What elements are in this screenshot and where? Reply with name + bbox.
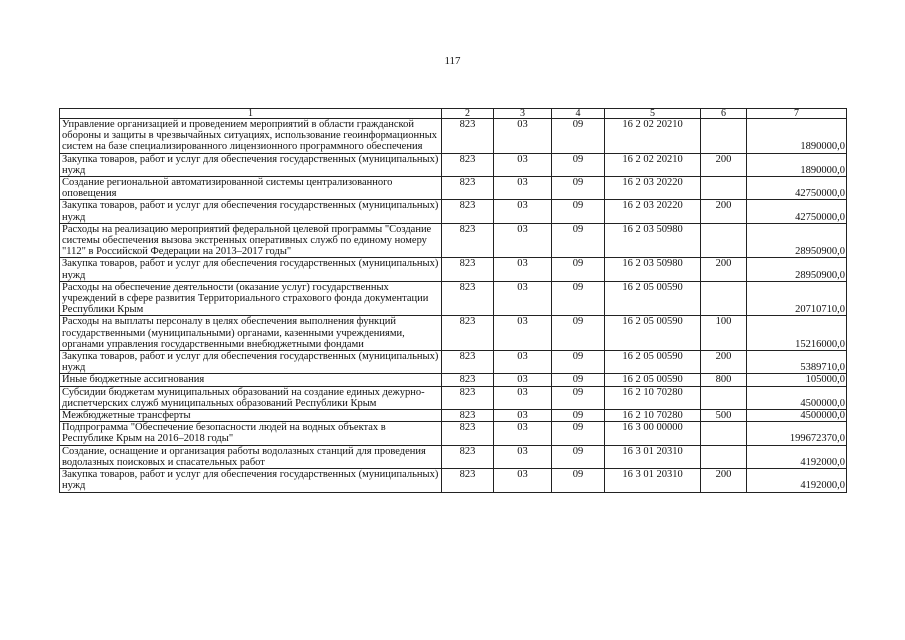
- expense-type-code-cell: [701, 422, 747, 445]
- table-row: [60, 223, 847, 258]
- expense-type-code-cell: 100: [701, 316, 747, 351]
- expense-type-code-cell: [701, 386, 747, 409]
- table-row: [60, 386, 847, 409]
- target-article-code-cell: 16 2 02 20210: [605, 119, 701, 154]
- table-row: [60, 316, 847, 351]
- section-code-cell: 03: [494, 316, 552, 351]
- item-name-cell: Иные бюджетные ассигнования: [60, 374, 442, 386]
- subsection-code-cell: 09: [552, 351, 605, 374]
- table-row: [60, 153, 847, 176]
- section-code-cell: 03: [494, 351, 552, 374]
- ministry-code-cell: 823: [442, 281, 494, 316]
- table-row: [60, 374, 847, 386]
- section-code-cell: 03: [494, 258, 552, 281]
- expense-type-code-cell: 200: [701, 200, 747, 223]
- amount-cell: 42750000,0: [747, 177, 847, 200]
- header-cell: 3: [494, 109, 552, 119]
- header-cell: 2: [442, 109, 494, 119]
- expense-type-code-cell: [701, 119, 747, 154]
- subsection-code-cell: 09: [552, 223, 605, 258]
- item-name-cell: Закупка товаров, работ и услуг для обеспечения государственных (муниципальных) нужд: [60, 258, 442, 281]
- item-name-cell: Закупка товаров, работ и услуг для обеспечения государственных (муниципальных) нужд: [60, 469, 442, 492]
- expense-type-code-cell: 800: [701, 374, 747, 386]
- amount-cell: 4192000,0: [747, 469, 847, 492]
- item-name-cell: Субсидии бюджетам муниципальных образований на создание единых дежурно-диспетчерских служб муниципальных образований Республики Крым: [60, 386, 442, 409]
- expense-type-code-cell: [701, 177, 747, 200]
- amount-cell: 4500000,0: [747, 386, 847, 409]
- table-row: [60, 351, 847, 374]
- amount-cell: 4192000,0: [747, 445, 847, 468]
- target-article-code-cell: 16 2 02 20210: [605, 153, 701, 176]
- target-article-code-cell: 16 2 10 70280: [605, 410, 701, 422]
- subsection-code-cell: 09: [552, 469, 605, 492]
- section-code-cell: 03: [494, 223, 552, 258]
- target-article-code-cell: 16 3 00 00000: [605, 422, 701, 445]
- item-name-cell: Управление организацией и проведением мероприятий в области гражданской обороны и защиты в чрезвычайных ситуациях, использование геоинформационных систем на базе специализированного лицензионного программного обеспечения: [60, 119, 442, 154]
- subsection-code-cell: 09: [552, 410, 605, 422]
- subsection-code-cell: 09: [552, 153, 605, 176]
- amount-cell: 15216000,0: [747, 316, 847, 351]
- table-row: [60, 200, 847, 223]
- subsection-code-cell: 09: [552, 177, 605, 200]
- target-article-code-cell: 16 2 05 00590: [605, 281, 701, 316]
- expense-type-code-cell: [701, 281, 747, 316]
- target-article-code-cell: 16 2 05 00590: [605, 316, 701, 351]
- ministry-code-cell: 823: [442, 119, 494, 154]
- section-code-cell: 03: [494, 281, 552, 316]
- header-cell: 7: [747, 109, 847, 119]
- target-article-code-cell: 16 2 03 20220: [605, 200, 701, 223]
- subsection-code-cell: 09: [552, 316, 605, 351]
- item-name-cell: Межбюджетные трансферты: [60, 410, 442, 422]
- target-article-code-cell: 16 2 05 00590: [605, 374, 701, 386]
- table-row: [60, 445, 847, 468]
- header-cell: 4: [552, 109, 605, 119]
- header-row: [60, 109, 847, 119]
- item-name-cell: Закупка товаров, работ и услуг для обеспечения государственных (муниципальных) нужд: [60, 200, 442, 223]
- section-code-cell: 03: [494, 177, 552, 200]
- ministry-code-cell: 823: [442, 374, 494, 386]
- expense-type-code-cell: 200: [701, 351, 747, 374]
- expense-type-code-cell: [701, 223, 747, 258]
- expense-type-code-cell: [701, 445, 747, 468]
- subsection-code-cell: 09: [552, 374, 605, 386]
- ministry-code-cell: 823: [442, 258, 494, 281]
- item-name-cell: Подпрограмма "Обеспечение безопасности людей на водных объектах в Республике Крым на 2016–2018 годы": [60, 422, 442, 445]
- header-cell: 1: [60, 109, 442, 119]
- header-cell: 5: [605, 109, 701, 119]
- item-name-cell: Расходы на реализацию мероприятий федеральной целевой программы "Создание системы обеспечения вызова экстренных оперативных служб по единому номеру "112" в Российской Федерации на 2013–2017 годы": [60, 223, 442, 258]
- target-article-code-cell: 16 2 03 50980: [605, 223, 701, 258]
- subsection-code-cell: 09: [552, 119, 605, 154]
- amount-cell: 4500000,0: [747, 410, 847, 422]
- amount-cell: 5389710,0: [747, 351, 847, 374]
- expense-type-code-cell: 200: [701, 469, 747, 492]
- subsection-code-cell: 09: [552, 258, 605, 281]
- target-article-code-cell: 16 2 10 70280: [605, 386, 701, 409]
- ministry-code-cell: 823: [442, 153, 494, 176]
- table-row: [60, 422, 847, 445]
- item-name-cell: Создание, оснащение и организация работы водолазных станций для проведения водолазных поисковых и спасательных работ: [60, 445, 442, 468]
- ministry-code-cell: 823: [442, 386, 494, 409]
- section-code-cell: 03: [494, 422, 552, 445]
- subsection-code-cell: 09: [552, 422, 605, 445]
- item-name-cell: Закупка товаров, работ и услуг для обеспечения государственных (муниципальных) нужд: [60, 351, 442, 374]
- section-code-cell: 03: [494, 119, 552, 154]
- table-row: [60, 119, 847, 154]
- amount-cell: 1890000,0: [747, 153, 847, 176]
- target-article-code-cell: 16 2 03 50980: [605, 258, 701, 281]
- table-row: [60, 281, 847, 316]
- item-name-cell: Расходы на выплаты персоналу в целях обеспечения выполнения функций государственными (муниципальными) органами, казенными учреждениями, органами управления государственными внебюджетными фондами: [60, 316, 442, 351]
- section-code-cell: 03: [494, 445, 552, 468]
- ministry-code-cell: 823: [442, 177, 494, 200]
- table-row: [60, 469, 847, 492]
- subsection-code-cell: 09: [552, 386, 605, 409]
- amount-cell: 1890000,0: [747, 119, 847, 154]
- target-article-code-cell: 16 3 01 20310: [605, 469, 701, 492]
- section-code-cell: 03: [494, 386, 552, 409]
- item-name-cell: Закупка товаров, работ и услуг для обеспечения государственных (муниципальных) нужд: [60, 153, 442, 176]
- item-name-cell: Создание региональной автоматизированной системы централизованного оповещения: [60, 177, 442, 200]
- amount-cell: 28950900,0: [747, 223, 847, 258]
- subsection-code-cell: 09: [552, 445, 605, 468]
- amount-cell: 20710710,0: [747, 281, 847, 316]
- table-row: [60, 177, 847, 200]
- item-name-cell: Расходы на обеспечение деятельности (оказание услуг) государственных учреждений в сфере развития Территориального страхового фонда документации Республики Крым: [60, 281, 442, 316]
- amount-cell: 28950900,0: [747, 258, 847, 281]
- amount-cell: 105000,0: [747, 374, 847, 386]
- ministry-code-cell: 823: [442, 469, 494, 492]
- budget-table: [59, 108, 847, 493]
- ministry-code-cell: 823: [442, 200, 494, 223]
- ministry-code-cell: 823: [442, 445, 494, 468]
- section-code-cell: 03: [494, 469, 552, 492]
- section-code-cell: 03: [494, 374, 552, 386]
- amount-cell: 199672370,0: [747, 422, 847, 445]
- table-row: [60, 410, 847, 422]
- section-code-cell: 03: [494, 153, 552, 176]
- subsection-code-cell: 09: [552, 200, 605, 223]
- expense-type-code-cell: 200: [701, 258, 747, 281]
- table-row: [60, 258, 847, 281]
- expense-type-code-cell: 500: [701, 410, 747, 422]
- ministry-code-cell: 823: [442, 223, 494, 258]
- target-article-code-cell: 16 2 03 20220: [605, 177, 701, 200]
- ministry-code-cell: 823: [442, 351, 494, 374]
- section-code-cell: 03: [494, 200, 552, 223]
- page-number: 117: [444, 55, 461, 67]
- ministry-code-cell: 823: [442, 316, 494, 351]
- target-article-code-cell: 16 3 01 20310: [605, 445, 701, 468]
- section-code-cell: 03: [494, 410, 552, 422]
- header-cell: 6: [701, 109, 747, 119]
- amount-cell: 42750000,0: [747, 200, 847, 223]
- expense-type-code-cell: 200: [701, 153, 747, 176]
- ministry-code-cell: 823: [442, 422, 494, 445]
- subsection-code-cell: 09: [552, 281, 605, 316]
- ministry-code-cell: 823: [442, 410, 494, 422]
- target-article-code-cell: 16 2 05 00590: [605, 351, 701, 374]
